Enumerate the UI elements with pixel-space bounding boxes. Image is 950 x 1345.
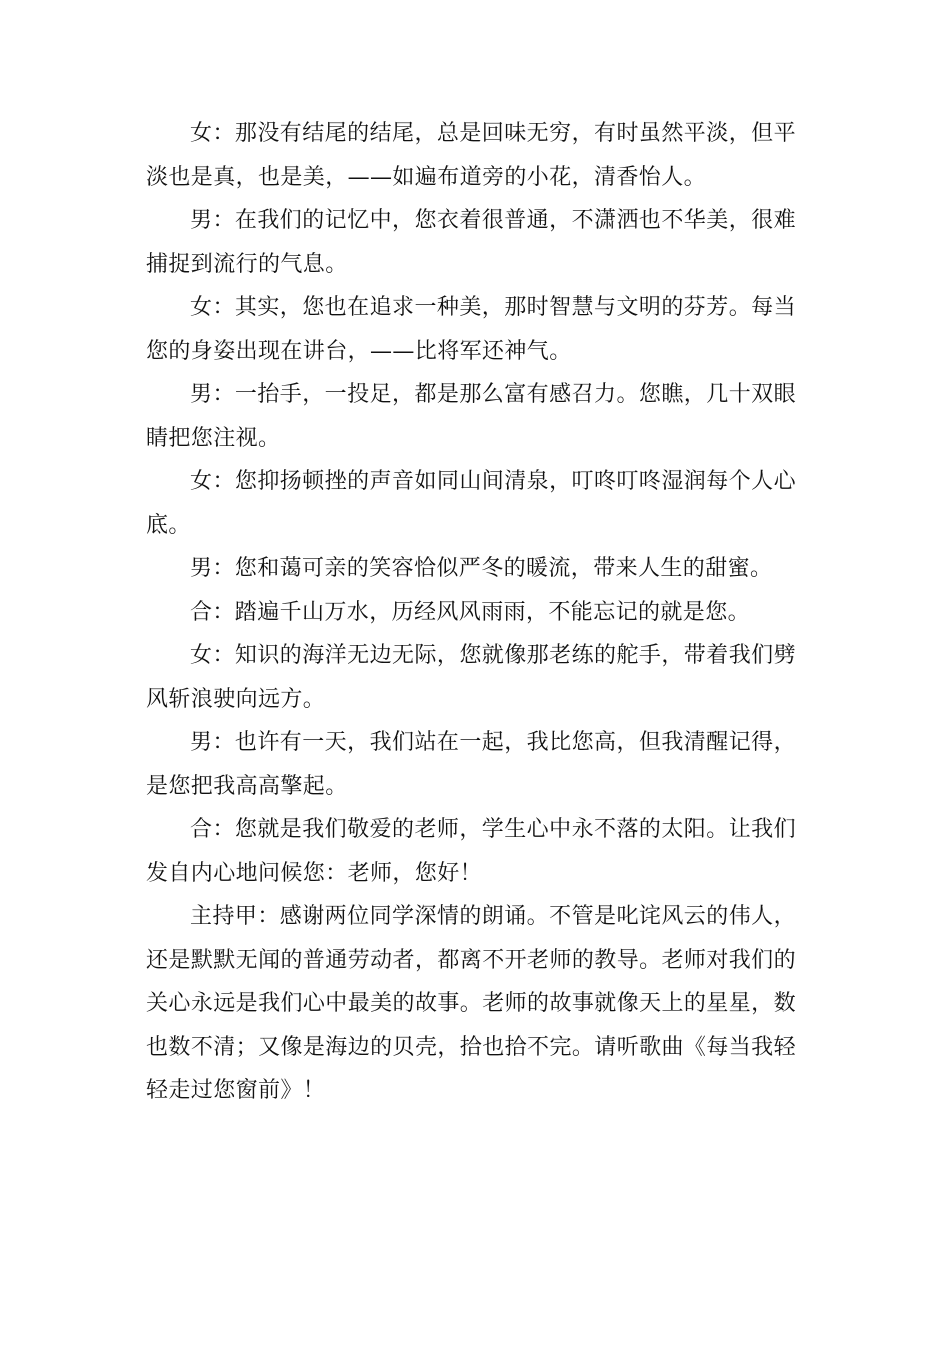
paragraph-male-3: 男：您和蔼可亲的笑容恰似严冬的暖流，带来人生的甜蜜。 xyxy=(190,556,773,581)
paragraph-male-2: 男：一抬手，一投足，都是那么富有感召力。您瞧，几十双眼睛把您注视。 xyxy=(146,382,796,451)
paragraph-male-4: 男：也许有一天，我们站在一起，我比您高，但我清醒记得，是您把我高高擎起。 xyxy=(146,730,796,799)
paragraph-female-2: 女：其实，您也在追求一种美，那时智慧与文明的芬芳。每当您的身姿出现在讲台，——比将军还神气。 xyxy=(146,295,796,364)
paragraph-male-1: 男：在我们的记忆中，您衣着很普通，不潇洒也不华美，很难捕捉到流行的气息。 xyxy=(146,208,796,277)
paragraph-chorus-1: 合：踏遍千山万水，历经风风雨雨，不能忘记的就是您。 xyxy=(190,599,751,625)
paragraph-female-3: 女：您抑扬顿挫的声音如同山间清泉，叮咚叮咚湿润每个人心底。 xyxy=(146,469,796,538)
paragraph-chorus-2: 合：您就是我们敬爱的老师，学生心中永不落的太阳。让我们发自内心地问候您：老师，您好！ xyxy=(146,817,796,886)
paragraph-female-1: 女：那没有结尾的结尾，总是回味无穷，有时虽然平淡，但平淡也是真，也是美，——如遍布道旁的小花，清香怡人。 xyxy=(146,121,796,190)
document-body xyxy=(146,112,796,1113)
paragraph-female-4: 女：知识的海洋无边无际，您就像那老练的舵手，带着我们劈风斩浪驶向远方。 xyxy=(146,643,796,712)
paragraph-host-a: 主持甲：感谢两位同学深情的朗诵。不管是叱诧风云的伟人，还是默默无闻的普通劳动者，都离不开老师的教导。老师对我们的关心永远是我们心中最美的故事。老师的故事就像天上的星星，数也数不清；又像是海边的贝壳，拾也拾不完。请听歌曲《每当我轻轻走过您窗前》！ xyxy=(146,904,796,1103)
